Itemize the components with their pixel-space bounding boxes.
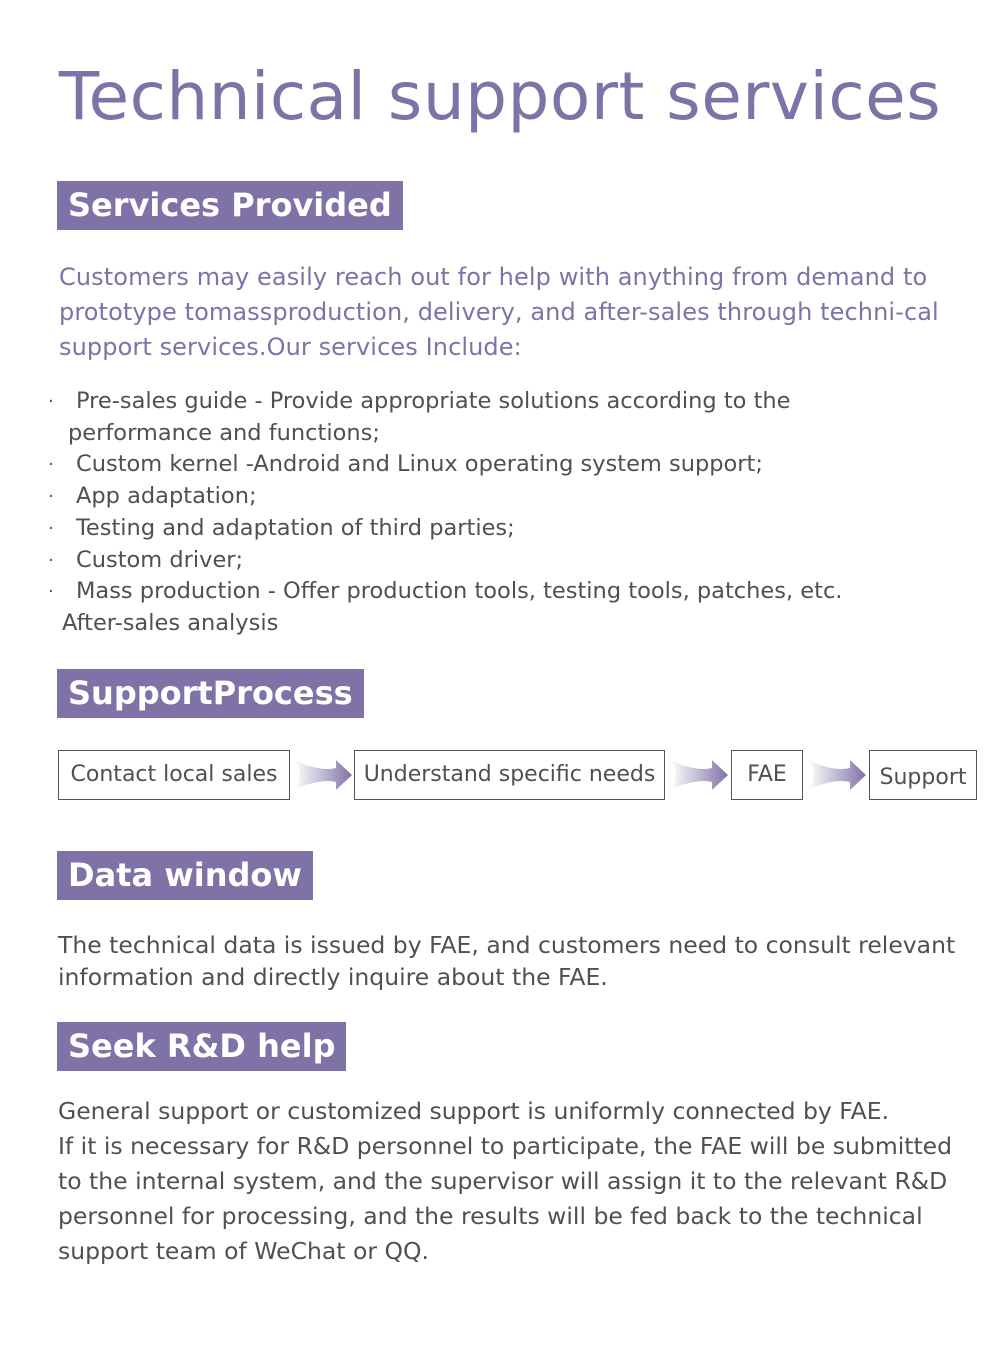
bullet-icon: · (48, 391, 54, 412)
services-intro: Customers may easily reach out for help with anything from demand to prototype tomassproduction, delivery, and after-sales through techni-cal support services.Our services Include: (59, 263, 939, 361)
data-window-heading: Data window (57, 851, 313, 900)
list-item (48, 545, 948, 577)
list-item (48, 576, 948, 608)
support-process-heading: SupportProcess (57, 669, 364, 718)
list-item-text: Testing and adaptation of third parties; (76, 514, 515, 541)
seek-rnd-help-heading: Seek R&D help (57, 1022, 346, 1071)
process-step-contact-sales: Contact local sales (58, 750, 290, 800)
rnd-help-text (58, 1094, 958, 1269)
list-item-text: Custom driver; (76, 546, 244, 573)
page-title: Technical support services (58, 58, 942, 135)
bullet-icon: · (48, 486, 54, 508)
process-step-understand-needs: Understand specific needs (354, 750, 665, 800)
list-item (48, 449, 948, 481)
arrow-right-icon (668, 756, 730, 794)
list-item (48, 386, 948, 449)
list-item-text: Custom kernel -Android and Linux operating system support; (76, 451, 763, 478)
list-item-text: Pre-sales guide - Provide appropriate solutions according to the (76, 388, 791, 414)
bullet-icon: · (48, 517, 54, 539)
process-step-fae: FAE (731, 750, 803, 800)
data-window-text: The technical data is issued by FAE, and customers need to consult relevant information and directly inquire about the FAE. (58, 931, 956, 991)
rnd-help-paragraph: If it is necessary for R&D personnel to participate, the FAE will be submitted to the internal system, and the supervisor will assign it to the relevant R&D personnel for processing, and the results will be fed back to the technical support team of WeChat or QQ. (58, 1132, 953, 1265)
arrow-right-icon (806, 756, 868, 794)
rnd-help-line: General support or customized support is uniformly connected by FAE. (58, 1097, 890, 1125)
bullet-icon: · (48, 454, 54, 476)
services-provided-heading: Services Provided (57, 181, 403, 230)
list-item (48, 481, 948, 513)
list-item-continuation: performance and functions; (68, 419, 380, 446)
services-list (48, 386, 948, 608)
list-item-text: Mass production - Offer production tools, testing tools, patches, etc. (76, 578, 843, 605)
bullet-icon: · (48, 549, 54, 571)
list-item (48, 513, 948, 545)
after-sales-text: After-sales analysis (62, 610, 279, 636)
arrow-right-icon (292, 756, 354, 794)
list-item-text: App adaptation; (76, 483, 257, 510)
process-step-support: Support (869, 750, 977, 800)
bullet-icon: · (48, 581, 54, 603)
